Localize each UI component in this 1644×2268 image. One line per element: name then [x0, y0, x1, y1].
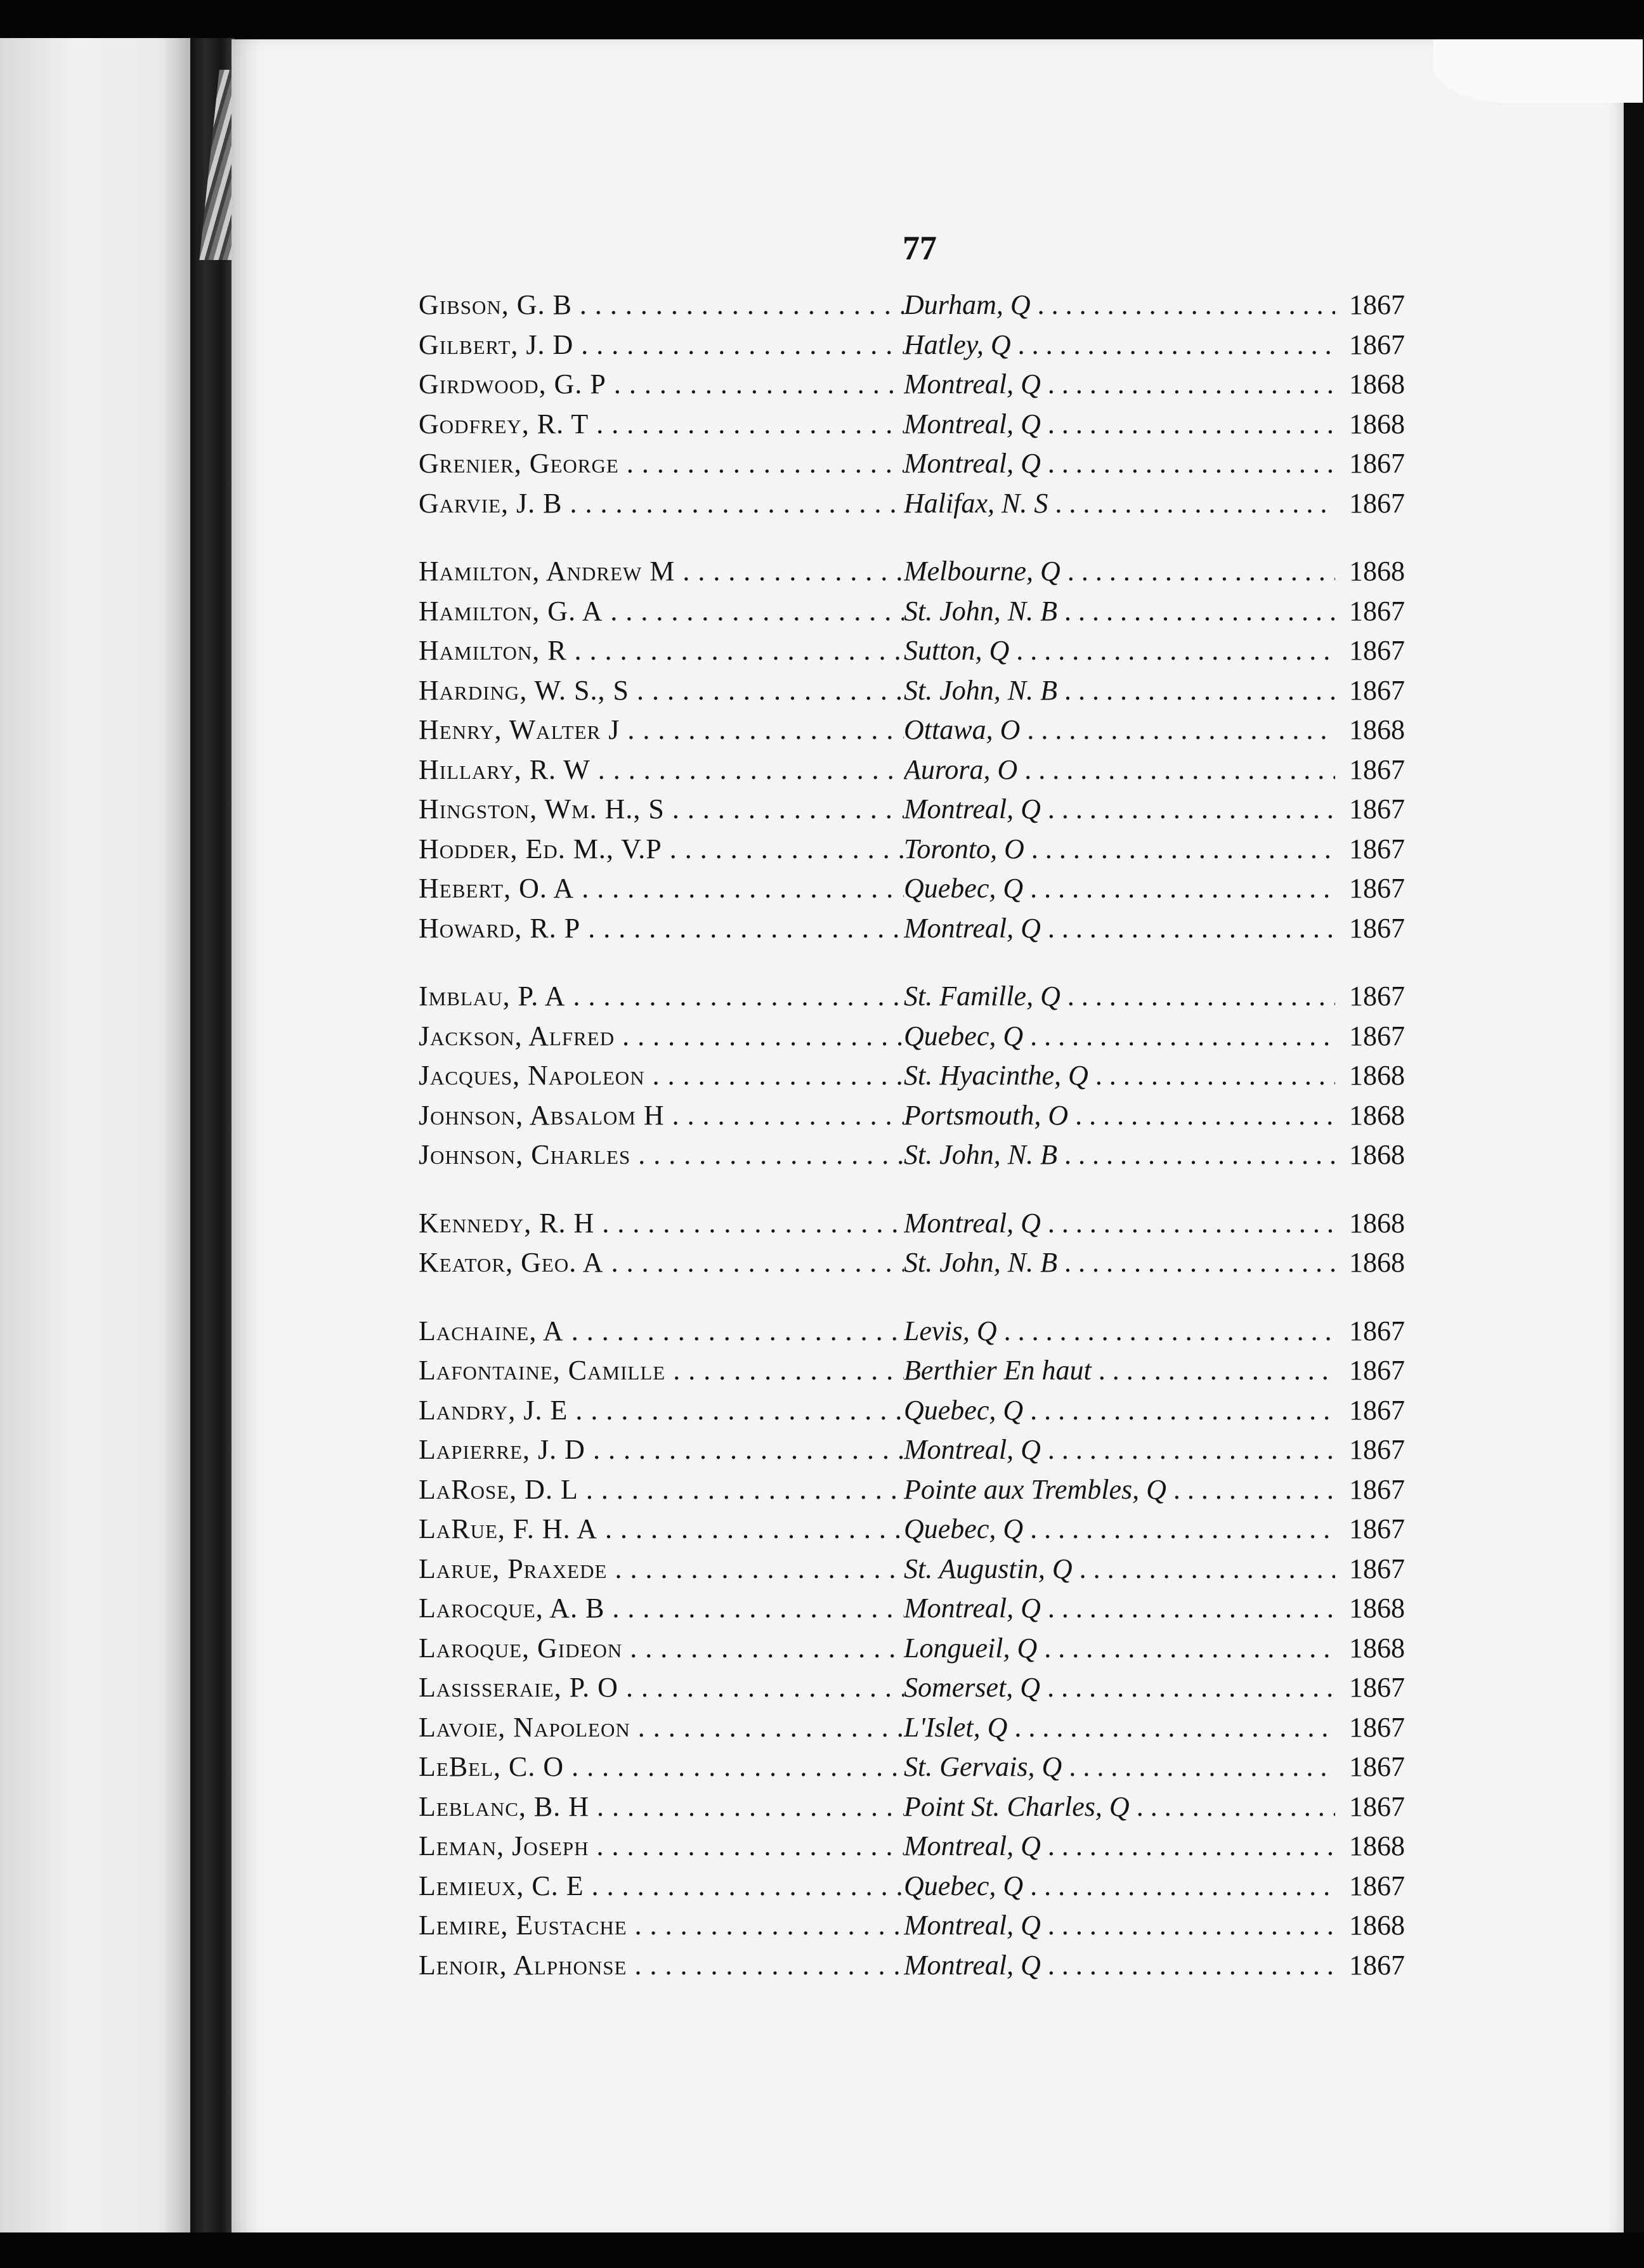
member-place: St. John, N. B . . . — [904, 595, 1335, 627]
member-place: Sutton, Q . . . — [904, 634, 1335, 667]
member-year: 1867 — [1349, 1751, 1405, 1782]
list-item — [419, 1513, 1405, 1553]
member-name: Hamilton, R . . . — [419, 634, 904, 667]
member-year: 1868 — [1349, 1910, 1405, 1941]
list-item — [419, 1592, 1405, 1632]
member-year: 1867 — [1349, 1949, 1405, 1981]
member-year: 1868 — [1349, 556, 1405, 587]
letter-group — [419, 980, 1405, 1178]
page-corner-fold — [1433, 39, 1643, 103]
member-place: Portsmouth, O . . . — [904, 1099, 1335, 1131]
member-year: 1868 — [1349, 1830, 1405, 1861]
member-name: Garvie, J. B . . . — [419, 487, 904, 519]
member-name: Lachaine, A . . . — [419, 1315, 904, 1347]
member-year: 1867 — [1349, 793, 1405, 824]
member-place: Quebec, Q . . . — [904, 1394, 1335, 1426]
member-name: Hillary, R. W . . . — [419, 753, 904, 786]
list-item — [419, 408, 1405, 448]
list-item — [419, 595, 1405, 635]
list-item — [419, 1099, 1405, 1139]
member-year: 1868 — [1349, 1593, 1405, 1624]
member-name: Lapierre, J. D . . . — [419, 1433, 904, 1466]
member-place: Montreal, Q . . . — [904, 1830, 1335, 1862]
member-place: Montreal, Q . . . — [904, 1949, 1335, 1981]
member-place: Levis, Q . . . — [904, 1315, 1335, 1347]
member-name: Godfrey, R. T . . . — [419, 408, 904, 440]
member-place: Montreal, Q . . . — [904, 1207, 1335, 1239]
member-year: 1867 — [1349, 448, 1405, 479]
member-name: Johnson, Absalom H . . . — [419, 1099, 904, 1131]
member-name: Jacques, Napoleon . . . — [419, 1059, 904, 1092]
member-year: 1867 — [1349, 1790, 1405, 1822]
member-name: Leblanc, B. H . . . — [419, 1790, 904, 1823]
list-item — [419, 1830, 1405, 1870]
list-item — [419, 793, 1405, 833]
list-item — [419, 714, 1405, 753]
member-year: 1867 — [1349, 981, 1405, 1012]
list-item — [419, 1750, 1405, 1790]
list-item — [419, 674, 1405, 714]
member-name: Gibson, G. B . . . — [419, 289, 904, 321]
member-place: Ottawa, O . . . — [904, 714, 1335, 746]
member-place: St. Famille, Q . . . — [904, 980, 1335, 1012]
list-item — [419, 447, 1405, 487]
member-year: 1868 — [1349, 714, 1405, 745]
member-year: 1867 — [1349, 674, 1405, 706]
member-place: Pointe aux Trembles, Q . . . — [904, 1473, 1335, 1506]
member-place: Quebec, Q . . . — [904, 872, 1335, 904]
member-place: St. Hyacinthe, Q . . . — [904, 1059, 1335, 1092]
list-item — [419, 980, 1405, 1020]
list-item — [419, 555, 1405, 595]
list-item — [419, 1671, 1405, 1711]
member-place: Montreal, Q . . . — [904, 912, 1335, 944]
letter-group — [419, 1315, 1405, 1989]
member-name: Harding, W. S., S . . . — [419, 674, 904, 707]
member-place: Quebec, Q . . . — [904, 1513, 1335, 1545]
member-year: 1868 — [1349, 408, 1405, 440]
member-year: 1867 — [1349, 1434, 1405, 1465]
list-item — [419, 1949, 1405, 1989]
member-year: 1867 — [1349, 1473, 1405, 1505]
member-year: 1867 — [1349, 1870, 1405, 1901]
member-name: Grenier, George . . . — [419, 447, 904, 479]
member-year: 1867 — [1349, 635, 1405, 666]
member-year: 1867 — [1349, 912, 1405, 944]
member-place: Point St. Charles, Q . . . — [904, 1790, 1335, 1823]
page-number: 77 — [903, 229, 937, 267]
member-year: 1868 — [1349, 1632, 1405, 1664]
member-place: Somerset, Q . . . — [904, 1671, 1335, 1704]
scan-bottom-border — [0, 2232, 1644, 2268]
list-item — [419, 1354, 1405, 1394]
member-place: St. John, N. B . . . — [904, 1138, 1335, 1171]
member-year: 1867 — [1349, 289, 1405, 320]
list-item — [419, 1711, 1405, 1751]
member-name: Lenoir, Alphonse . . . — [419, 1949, 904, 1981]
member-name: Hamilton, Andrew M . . . — [419, 555, 904, 587]
member-name: LaRose, D. L . . . — [419, 1473, 904, 1506]
list-item — [419, 1790, 1405, 1830]
member-place: Aurora, O . . . — [904, 753, 1335, 786]
member-place: Montreal, Q . . . — [904, 408, 1335, 440]
member-place: L'Islet, Q . . . — [904, 1711, 1335, 1743]
member-year: 1867 — [1349, 1513, 1405, 1544]
member-name: Lavoie, Napoleon . . . — [419, 1711, 904, 1743]
scan-top-border — [0, 0, 1644, 44]
member-year: 1867 — [1349, 1553, 1405, 1584]
list-item — [419, 1632, 1405, 1672]
member-name: Hingston, Wm. H., S . . . — [419, 793, 904, 825]
member-year: 1868 — [1349, 1099, 1405, 1131]
member-place: Durham, Q . . . — [904, 289, 1335, 321]
member-year: 1867 — [1349, 329, 1405, 360]
list-item — [419, 1553, 1405, 1593]
member-name: LaRue, F. H. A . . . — [419, 1513, 904, 1545]
list-item — [419, 487, 1405, 527]
member-name: Lemire, Eustache . . . — [419, 1909, 904, 1941]
member-name: Imblau, P. A . . . — [419, 980, 904, 1012]
list-item — [419, 1315, 1405, 1355]
member-year: 1867 — [1349, 487, 1405, 519]
member-year: 1868 — [1349, 1139, 1405, 1170]
member-place: Montreal, Q . . . — [904, 447, 1335, 479]
member-place: Longueil, Q . . . — [904, 1632, 1335, 1664]
member-name: Lemieux, C. E . . . — [419, 1870, 904, 1902]
member-place: St. Gervais, Q . . . — [904, 1750, 1335, 1783]
list-item — [419, 1473, 1405, 1513]
list-item — [419, 1870, 1405, 1910]
member-year: 1867 — [1349, 873, 1405, 904]
member-place: Montreal, Q . . . — [904, 1433, 1335, 1466]
member-name: Gilbert, J. D . . . — [419, 329, 904, 361]
list-item — [419, 1020, 1405, 1060]
member-name: Lafontaine, Camille . . . — [419, 1354, 904, 1386]
member-year: 1868 — [1349, 368, 1405, 400]
list-item — [419, 368, 1405, 408]
list-item — [419, 1059, 1405, 1099]
letter-group — [419, 555, 1405, 951]
member-listing — [419, 289, 1405, 2017]
member-place: Montreal, Q . . . — [904, 793, 1335, 825]
member-year: 1867 — [1349, 833, 1405, 864]
member-name: Hebert, O. A . . . — [419, 872, 904, 904]
member-place: Montreal, Q . . . — [904, 1592, 1335, 1624]
member-name: Larue, Praxede . . . — [419, 1553, 904, 1585]
member-year: 1867 — [1349, 1315, 1405, 1346]
list-item — [419, 329, 1405, 368]
member-name: Girdwood, G. P . . . — [419, 368, 904, 400]
member-place: St. John, N. B . . . — [904, 674, 1335, 707]
member-place: Berthier En haut . . . — [904, 1354, 1335, 1386]
member-place: Montreal, Q . . . — [904, 368, 1335, 400]
member-year: 1867 — [1349, 1355, 1405, 1386]
member-name: Jackson, Alfred . . . — [419, 1020, 904, 1052]
list-item — [419, 1138, 1405, 1178]
list-item — [419, 753, 1405, 793]
list-item — [419, 912, 1405, 952]
member-place: Hatley, Q . . . — [904, 329, 1335, 361]
member-place: Quebec, Q . . . — [904, 1870, 1335, 1902]
member-place: Toronto, O . . . — [904, 833, 1335, 865]
member-place: St. Augustin, Q . . . — [904, 1553, 1335, 1585]
member-year: 1867 — [1349, 753, 1405, 785]
member-year: 1868 — [1349, 1247, 1405, 1278]
list-item — [419, 1207, 1405, 1247]
letter-group — [419, 1207, 1405, 1286]
member-name: Howard, R. P . . . — [419, 912, 904, 944]
member-place: Quebec, Q . . . — [904, 1020, 1335, 1052]
member-name: Johnson, Charles . . . — [419, 1138, 904, 1171]
member-name: Hamilton, G. A . . . — [419, 595, 904, 627]
list-item — [419, 289, 1405, 329]
member-year: 1867 — [1349, 1711, 1405, 1743]
list-item — [419, 1394, 1405, 1434]
member-year: 1868 — [1349, 1207, 1405, 1239]
member-name: Laroque, Gideon . . . — [419, 1632, 904, 1664]
member-name: LeBel, C. O . . . — [419, 1750, 904, 1783]
member-name: Hodder, Ed. M., V.P . . . — [419, 833, 904, 865]
member-place: Montreal, Q . . . — [904, 1909, 1335, 1941]
member-year: 1867 — [1349, 1394, 1405, 1426]
member-name: Landry, J. E . . . — [419, 1394, 904, 1426]
list-item — [419, 1909, 1405, 1949]
torn-binding-edge — [190, 38, 235, 2239]
letter-group — [419, 289, 1405, 526]
member-year: 1867 — [1349, 1020, 1405, 1052]
facing-page-edge — [0, 38, 190, 2239]
list-item — [419, 872, 1405, 912]
list-item — [419, 1433, 1405, 1473]
list-item — [419, 833, 1405, 873]
list-item — [419, 1246, 1405, 1286]
member-name: Kennedy, R. H . . . — [419, 1207, 904, 1239]
member-name: Henry, Walter J . . . — [419, 714, 904, 746]
member-year: 1867 — [1349, 595, 1405, 627]
member-name: Keator, Geo. A . . . — [419, 1246, 904, 1279]
member-year: 1867 — [1349, 1672, 1405, 1703]
member-place: Melbourne, Q . . . — [904, 555, 1335, 587]
member-place: Halifax, N. S . . . — [904, 487, 1335, 519]
list-item — [419, 634, 1405, 674]
member-name: Leman, Joseph . . . — [419, 1830, 904, 1862]
member-name: Lasisseraie, P. O . . . — [419, 1671, 904, 1704]
member-year: 1868 — [1349, 1060, 1405, 1091]
member-place: St. John, N. B . . . — [904, 1246, 1335, 1279]
member-name: Larocque, A. B . . . — [419, 1592, 904, 1624]
